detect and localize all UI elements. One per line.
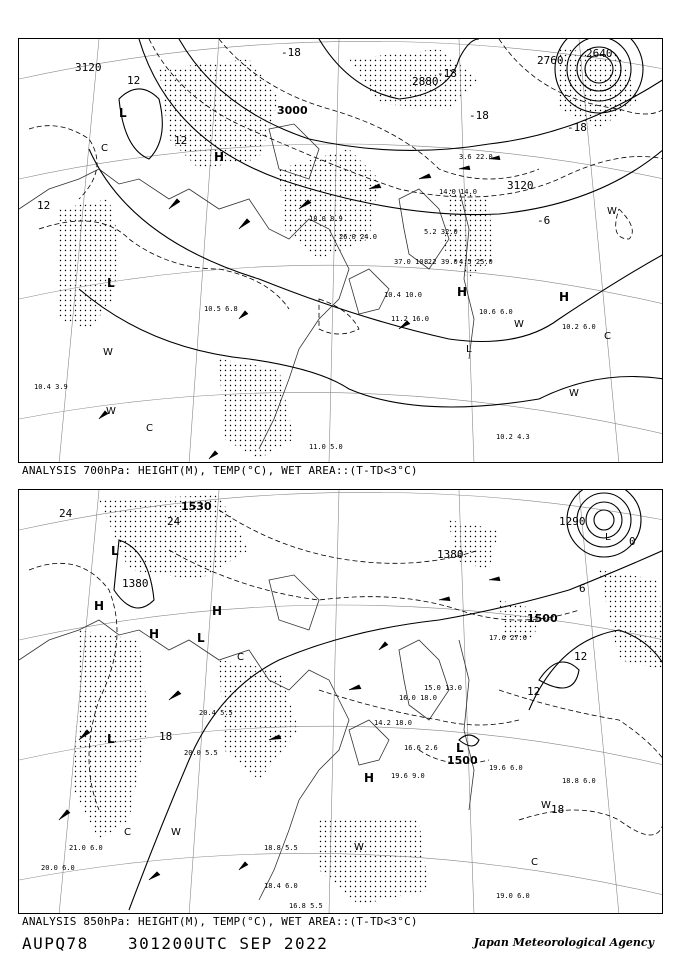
obs-8: 15.0 13.0: [424, 684, 462, 692]
panel-caption-700hpa: ANALYSIS 700hPa: HEIGHT(M), TEMP(°C), WET AREA::(T-TD<3°C): [22, 464, 418, 477]
system-marker: L: [107, 276, 115, 290]
obs-11: 17.6 27.0: [489, 634, 527, 642]
map-850hpa-svg: [19, 490, 663, 914]
temp-label-3: -18: [281, 46, 301, 59]
temp-label-4: 12: [574, 650, 588, 663]
system-marker: C: [531, 857, 538, 868]
height-label-2: 1380: [122, 577, 149, 590]
obs-6: 16.8 5.5: [289, 902, 323, 910]
obs-11: 5.2 32.0: [424, 228, 458, 236]
temp-label-1: 12: [127, 74, 141, 87]
height-label-1: 3120: [75, 61, 102, 74]
obs-15: 18.8 5.5: [264, 844, 298, 852]
temp-label-5: 12: [527, 685, 541, 698]
obs-16: 18.0 8.9: [309, 215, 343, 223]
temp-label-2: 24: [167, 515, 181, 528]
obs-7: 16.6 2.6: [404, 744, 438, 752]
system-marker: W: [103, 347, 113, 358]
obs-10: 14.2 18.0: [374, 719, 412, 727]
temp-label-4: -18: [437, 67, 457, 80]
map-700hpa-svg: [19, 39, 663, 463]
obs-14: 20.4 5.5: [199, 709, 233, 717]
obs-13: 21.0 6.0: [69, 844, 103, 852]
obs-12: 8.2 39.0: [424, 258, 458, 266]
temp-label-8: 0: [629, 535, 636, 548]
obs-5: 10.4 10.0: [384, 291, 422, 299]
system-marker: L: [456, 741, 464, 755]
obs-5: 18.4 6.0: [264, 882, 298, 890]
obs-9: 14.0 14.0: [439, 188, 477, 196]
system-marker: H: [149, 627, 160, 641]
obs-13: 4.5 25.0: [459, 258, 493, 266]
temp-label-7: -6: [537, 214, 551, 227]
obs-3: 10.6 6.0: [479, 308, 513, 316]
obs-15: 26.0 24.0: [339, 233, 377, 241]
system-marker: H: [559, 290, 570, 304]
system-marker: C: [146, 423, 153, 434]
system-marker: H: [214, 150, 225, 164]
obs-14: 37.0 10.2: [394, 258, 432, 266]
system-marker: W: [514, 319, 524, 330]
system-marker: W: [106, 406, 116, 417]
system-marker: H: [364, 771, 375, 785]
system-marker: W: [171, 827, 181, 838]
height-label-3: 1380: [437, 548, 464, 561]
system-marker: H: [212, 604, 223, 618]
system-marker: W: [541, 800, 551, 811]
obs-4: 19.6 9.0: [391, 772, 425, 780]
system-marker: L: [605, 532, 611, 543]
system-marker: W: [354, 842, 364, 853]
height-label-4: 1500: [527, 612, 558, 625]
obs-7: 10.4 3.9: [34, 383, 68, 391]
temp-label-1: 24: [59, 507, 73, 520]
height-label-5: 2640: [586, 47, 613, 60]
system-marker: W: [607, 206, 617, 217]
system-marker: C: [101, 143, 108, 154]
obs-2: 10.2 6.0: [562, 323, 596, 331]
system-marker: C: [237, 652, 244, 663]
obs-16: 20.0 5.5: [184, 749, 218, 757]
wet-area-stipple: [59, 49, 639, 459]
system-marker: L: [197, 631, 205, 645]
system-marker: C: [604, 331, 611, 342]
obs-4: 11.2 16.0: [391, 315, 429, 323]
pressure-systems: [101, 106, 617, 434]
temp-label-7: 6: [579, 582, 586, 595]
obs-10: 3.6 22.0: [459, 153, 493, 161]
obs-1: 19.0 6.0: [496, 892, 530, 900]
system-marker: H: [457, 285, 468, 299]
system-marker: L: [111, 544, 119, 558]
obs-12: 20.0 6.0: [41, 864, 75, 872]
temp-label-8: -18: [567, 121, 587, 134]
obs-1: 10.2 4.3: [496, 433, 530, 441]
agency-name: Japan Meteorological Agency: [473, 936, 654, 949]
height-label-3: 2880: [412, 75, 439, 88]
system-marker: C: [124, 827, 131, 838]
height-label-2: 3000: [277, 104, 308, 117]
map-panel-850hpa: [18, 489, 663, 914]
height-label-6: 3120: [507, 179, 534, 192]
chart-timestamp: 301200UTC SEP 2022: [128, 934, 329, 953]
height-label-4: 2760: [537, 54, 564, 67]
system-marker: L: [119, 106, 127, 120]
system-marker: W: [569, 388, 579, 399]
system-marker: L: [107, 732, 115, 746]
system-marker: L: [466, 344, 472, 355]
wet-area-stipple: [74, 495, 663, 905]
temp-label-5: -18: [469, 109, 489, 122]
obs-6: 11.0 5.0: [309, 443, 343, 451]
temp-label-2: 12: [37, 199, 51, 212]
obs-2: 19.6 6.0: [489, 764, 523, 772]
panel-caption-850hpa: ANALYSIS 850hPa: HEIGHT(M), TEMP(°C), WET AREA::(T-TD<3°C): [22, 915, 418, 928]
obs-8: 10.5 6.8: [204, 305, 238, 313]
map-panel-700hpa: [18, 38, 663, 463]
temp-label-6: 12: [174, 134, 188, 147]
system-marker: H: [94, 599, 105, 613]
height-label-5: 1500: [447, 754, 478, 767]
obs-3: 18.8 6.0: [562, 777, 596, 785]
obs-9: 16.0 18.0: [399, 694, 437, 702]
height-label-6: 1290: [559, 515, 586, 528]
temp-label-6: 18: [551, 803, 565, 816]
temp-label-3: 18: [159, 730, 173, 743]
height-label-1: 1530: [181, 500, 212, 513]
chart-code: AUPQ78: [22, 934, 89, 953]
